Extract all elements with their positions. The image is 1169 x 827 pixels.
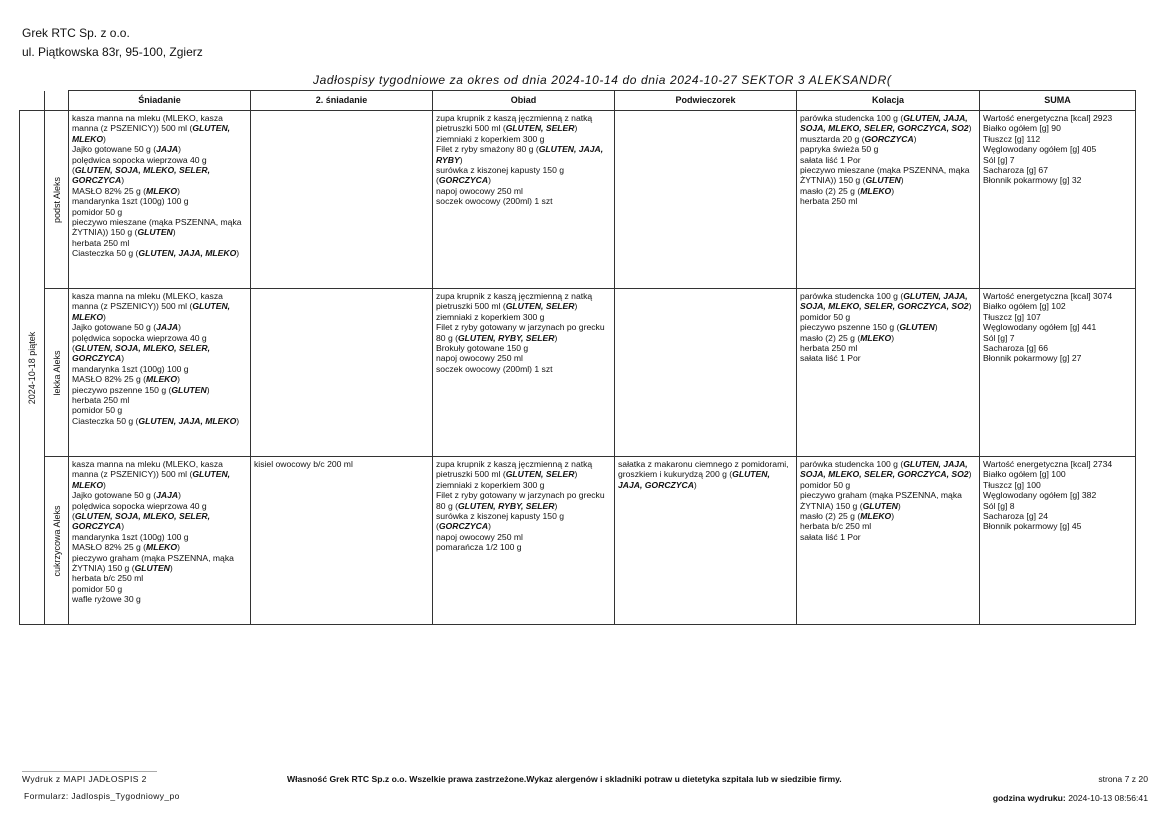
allergen-text: GORCZYCA (438, 521, 489, 532)
cell-text: Wartość energetyczna [kcal] 2734 Białko ogółem [g] 100 Tłuszcz [g] 100 Węglowodany ogółem [g] 382 Sól [g] 8 Sacharoza [g] 24 Błonnik pokarmowy [g] 45 (983, 459, 1113, 532)
diet-label: cukrzycowa Aleks (51, 504, 62, 577)
summary-cell (980, 289, 1136, 457)
allergen-text: GLUTEN (137, 227, 173, 238)
allergen-text: GLUTEN (899, 322, 935, 333)
cell-text: zupa krupnik z kaszą jęczmienną z natką pietruszki 500 ml (GLUTEN, SELER) ziemniaki z koperkiem 300 g Filet z ryby gotowany w jarzynach po grecku 80 g (GLUTEN, RYBY, SELER) Brokuły gotowane 150 g napoj owocowy 250 ml soczek owocowy (200ml) 1 szt (436, 291, 605, 374)
allergen-text: GLUTEN, RYBY, SELER (457, 500, 555, 511)
diet-cell (45, 457, 69, 625)
footer-page-number: strona 7 z 20 (1098, 774, 1148, 784)
cell-text: kasza manna na mleku (MLEKO, kasza manna (z PSZENICY)) 500 ml (GLUTEN, MLEKO) Jajko gotowane 50 g (JAJA) polędwica sopocka wieprzowa 40 g (GLUTEN, SOJA, MLEKO, SELER, GORCZYCA) MASŁO 82% 25 g (MLEKO) mandarynka 1szt (100g) 100 g pomidor 50 g pieczywo mieszane (mąka PSZENNA, mąka ŻYTNIA)) 150 g (GLUTEN) herbata 250 ml Ciasteczka 50 g (GLUTEN, JAJA, MLEKO) (72, 113, 242, 259)
allergen-text: GLUTEN, SELER (505, 301, 575, 312)
cell-text: sałatka z makaronu ciemnego z pomidorami, groszkiem i kukurydzą 200 g (GLUTEN, JAJA, GORCZYCA) (618, 459, 789, 490)
meal-cell-podwieczorek (615, 111, 797, 289)
allergen-text: GLUTEN, JAJA, MLEKO (138, 415, 237, 426)
allergen-text: GLUTEN, RYBY, SELER (457, 332, 555, 343)
meal-cell-2-sniadanie (251, 289, 433, 457)
cell-text: zupa krupnik z kaszą jęczmienną z natką pietruszki 500 ml (GLUTEN, SELER) ziemniaki z koperkiem 300 g Filet z ryby smażony 80 g (GLUTEN, JAJA, RYBY) surówka z kiszonej kapusty 150 g (GORCZYCA) napoj owocowy 250 ml soczek owocowy (200ml) 1 szt (436, 113, 604, 207)
allergen-text: GLUTEN, JAJA, GORCZYCA (618, 469, 770, 490)
meal-cell-sniadanie (69, 289, 251, 457)
cell-text: Wartość energetyczna [kcal] 2923 Białko ogółem [g] 90 Tłuszcz [g] 112 Węglowodany ogółem [g] 405 Sól [g] 7 Sacharoza [g] 67 Błonnik pokarmowy [g] 32 (983, 113, 1113, 186)
allergen-text: GLUTEN, SELER (505, 123, 575, 134)
allergen-text: MLEKO (146, 185, 178, 196)
allergen-text: GORCZYCA (438, 175, 489, 186)
column-header-sniadanie: Śniadanie (69, 91, 251, 111)
allergen-text: GLUTEN, SOJA, MLEKO, SELER, GORCZYCA (72, 165, 210, 186)
meal-cell-kolacja (797, 289, 980, 457)
table-row (20, 111, 1136, 289)
meal-cell-sniadanie (69, 111, 251, 289)
company-header (22, 24, 203, 62)
allergen-text: GLUTEN, JAJA, MLEKO (138, 248, 237, 259)
print-time-label: godzina wydruku: (992, 793, 1066, 803)
column-header-suma: SUMA (980, 91, 1136, 111)
allergen-text: MLEKO (146, 542, 178, 553)
allergen-text: GLUTEN (865, 175, 901, 186)
allergen-text: GLUTEN, JAJA, SOJA, MLEKO, SELER, GORCZYCA, SO2 (800, 113, 969, 134)
company-address: ul. Piątkowska 83r, 95-100, Zgierz (22, 45, 203, 59)
allergen-text: GLUTEN (862, 500, 898, 511)
footer-print-time (993, 793, 1148, 803)
allergen-text: GLUTEN, JAJA, SOJA, MLEKO, SELER, GORCZYCA, SO2 (800, 291, 969, 312)
meal-cell-obiad (433, 457, 615, 625)
cell-text: kasza manna na mleku (MLEKO, kasza manna (z PSZENICY)) 500 ml (GLUTEN, MLEKO) Jajko gotowane 50 g (JAJA) polędwica sopocka wieprzowa 40 g (GLUTEN, SOJA, MLEKO, SELER, GORCZYCA) mandarynka 1szt (100g) 100 g MASŁO 82% 25 g (MLEKO) pieczywo pszenne 150 g (GLUTEN) herbata 250 ml pomidor 50 g Ciasteczka 50 g (GLUTEN, JAJA, MLEKO) (72, 291, 240, 426)
allergen-text: MLEKO (860, 185, 892, 196)
allergen-text: GLUTEN, JAJA, RYBY (436, 144, 604, 165)
allergen-text: MLEKO (860, 332, 892, 343)
meal-cell-2-sniadanie (251, 111, 433, 289)
meal-cell-kolacja (797, 111, 980, 289)
column-header-obiad: Obiad (433, 91, 615, 111)
meal-cell-obiad (433, 289, 615, 457)
cell-text: parówka studencka 100 g (GLUTEN, JAJA, SOJA, MLEKO, SELER, GORCZYCA, SO2) pomidor 50 g pieczywo graham (mąka PSZENNA, mąka ŻYTNIA) 150 g (GLUTEN) masło (2) 25 g (MLEKO) herbata b/c 250 ml sałata liść 1 Por (800, 459, 972, 542)
cell-text: kasza manna na mleku (MLEKO, kasza manna (z PSZENICY)) 500 ml (GLUTEN, MLEKO) Jajko gotowane 50 g (JAJA) polędwica sopocka wieprzowa 40 g (GLUTEN, SOJA, MLEKO, SELER, GORCZYCA) mandarynka 1szt (100g) 100 g MASŁO 82% 25 g (MLEKO) pieczywo graham (mąka PSZENNA, mąka ŻYTNIA) 150 g (GLUTEN) herbata b/c 250 ml pomidor 50 g wafle ryżowe 30 g (72, 459, 234, 605)
allergen-text: JAJA (156, 144, 179, 155)
footer-copyright: Własność Grek RTC Sp.z o.o. Wszelkie prawa zastrzeżone.Wykaz alergenów i skladniki potraw u dietetyka szpitala lub w siedzibie firmy. (287, 774, 842, 784)
header-blank (20, 91, 45, 111)
cell-text: Wartość energetyczna [kcal] 3074 Białko ogółem [g] 102 Tłuszcz [g] 107 Węglowodany ogółem [g] 441 Sól [g] 7 Sacharoza [g] 66 Błonnik pokarmowy [g] 27 (983, 291, 1113, 364)
summary-cell (980, 457, 1136, 625)
cell-text: zupa krupnik z kaszą jęczmienną z natką pietruszki 500 ml (GLUTEN, SELER) ziemniaki z koperkiem 300 g Filet z ryby gotowany w jarzynach po grecku 80 g (GLUTEN, RYBY, SELER) surówka z kiszonej kapusty 150 g (GORCZYCA) napoj owocowy 250 ml pomarańcza 1/2 100 g (436, 459, 605, 553)
menu-table (19, 90, 1136, 625)
cell-text: kisiel owocowy b/c 200 ml (254, 459, 353, 469)
table-row (20, 289, 1136, 457)
allergen-text: GLUTEN (171, 384, 207, 395)
meal-cell-obiad (433, 111, 615, 289)
day-cell (20, 111, 45, 625)
allergen-text: GORCZYCA (864, 133, 914, 144)
allergen-text: GLUTEN (134, 563, 170, 574)
meal-cell-sniadanie (69, 457, 251, 625)
document-title: Jadłospisy tygodniowe za okres od dnia 2024-10-14 do dnia 2024-10-27 SEKTOR 3 ALEKSANDR( (313, 73, 892, 87)
allergen-text: GLUTEN, MLEKO (72, 469, 231, 490)
column-header-kolacja: Kolacja (797, 91, 980, 111)
column-header-2-sniadanie: 2. śniadanie (251, 91, 433, 111)
print-time-value: 2024-10-13 08:56:41 (1068, 793, 1148, 803)
header-blank (45, 91, 69, 111)
column-header-podwieczorek: Podwieczorek (615, 91, 797, 111)
allergen-text: GLUTEN, SOJA, MLEKO, SELER, GORCZYCA (72, 343, 210, 364)
allergen-text: GLUTEN, SOJA, MLEKO, SELER, GORCZYCA (72, 511, 210, 532)
summary-cell (980, 111, 1136, 289)
meal-cell-podwieczorek (615, 289, 797, 457)
cell-text: parówka studencka 100 g (GLUTEN, JAJA, SOJA, MLEKO, SELER, GORCZYCA, SO2) musztarda 20 g (GORCZYCA) papryka świeża 50 g sałata liść 1 Por pieczywo mieszane (mąka PSZENNA, mąka ŻYTNIA)) 150 g (GLUTEN) masło (2) 25 g (MLEKO) herbata 250 ml (800, 113, 972, 207)
footer-divider (22, 771, 157, 772)
company-name: Grek RTC Sp. z o.o. (22, 26, 130, 40)
allergen-text: GLUTEN, JAJA, SOJA, MLEKO, SELER, GORCZYCA, SO2 (800, 459, 969, 480)
allergen-text: GLUTEN, SELER (505, 469, 575, 480)
meal-cell-kolacja (797, 457, 980, 625)
allergen-text: GLUTEN, MLEKO (72, 301, 231, 322)
diet-label: podst Aleks (51, 176, 62, 223)
header-row (20, 91, 1136, 111)
table-row (20, 457, 1136, 625)
cell-text: parówka studencka 100 g (GLUTEN, JAJA, SOJA, MLEKO, SELER, GORCZYCA, SO2) pomidor 50 g pieczywo pszenne 150 g (GLUTEN) masło (2) 25 g (MLEKO) herbata 250 ml sałata liść 1 Por (800, 291, 972, 364)
meal-cell-2-sniadanie (251, 457, 433, 625)
allergen-text: MLEKO (860, 511, 892, 522)
diet-label: lekka Aleks (51, 349, 62, 396)
allergen-text: GLUTEN, MLEKO (72, 123, 231, 144)
allergen-text: JAJA (156, 490, 179, 501)
diet-cell (45, 111, 69, 289)
allergen-text: JAJA (156, 322, 179, 333)
allergen-text: MLEKO (146, 374, 178, 385)
footer-form-name: Formularz: Jadlospis_Tygodniowy_po (24, 791, 180, 801)
meal-cell-podwieczorek (615, 457, 797, 625)
day-label: 2024-10-18 piątek (26, 331, 37, 404)
footer-print-source: Wydruk z MAPI JADŁOSPIS 2 (22, 774, 147, 784)
diet-cell (45, 289, 69, 457)
